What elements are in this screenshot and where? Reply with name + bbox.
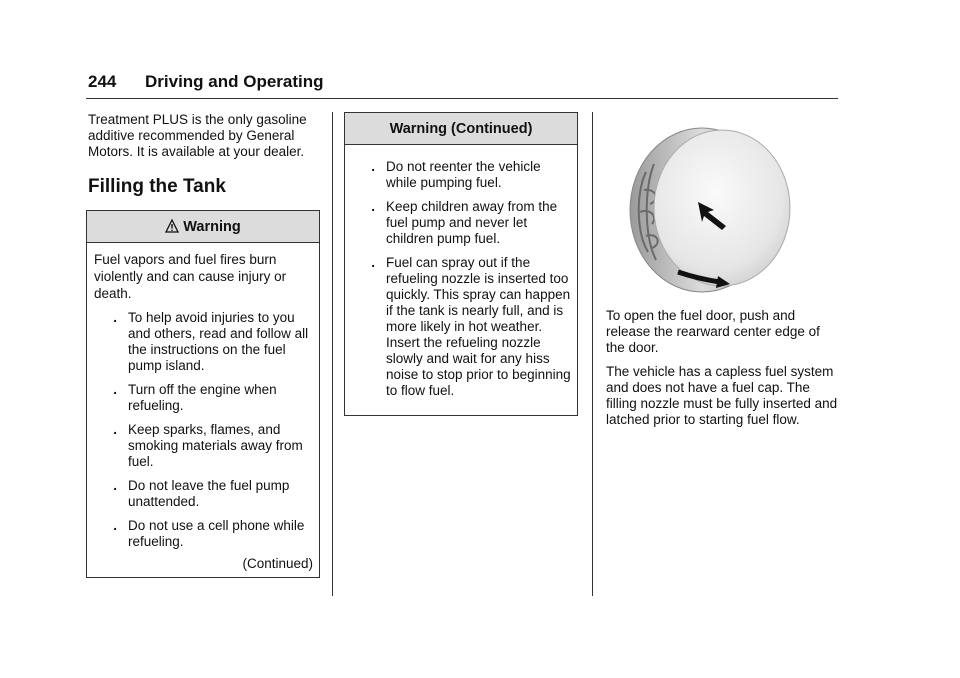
list-item: . Keep sparks, flames, and smoking materials away from fuel. xyxy=(94,422,313,470)
fuel-door-image xyxy=(606,112,842,298)
continued-label: (Continued) xyxy=(242,556,313,571)
bullet: . xyxy=(113,422,117,437)
list-item: . Turn off the engine when refueling. xyxy=(94,382,313,414)
warning-continued-body xyxy=(345,145,577,415)
column-right xyxy=(606,112,842,436)
column-left xyxy=(88,112,320,578)
bullet: . xyxy=(371,159,375,174)
list-item: . Keep children away from the fuel pump and never let children pump fuel. xyxy=(352,199,571,247)
column-divider xyxy=(332,112,333,596)
bullet: . xyxy=(113,382,117,397)
list-item: . Do not leave the fuel pump unattended. xyxy=(94,478,313,510)
warning-intro: Fuel vapors and fuel fires burn violently and can cause injury or death. xyxy=(94,252,287,301)
warning-box xyxy=(86,210,320,578)
warning-title: Warning xyxy=(183,219,241,235)
column-middle xyxy=(346,112,578,416)
list-item: . Do not use a cell phone while refueling. xyxy=(94,518,313,550)
list-item: . Fuel can spray out if the refueling nozzle is inserted too quickly. This spray can happen if the tank is nearly full, and is more likely in hot weather. Insert the refueling nozzle slowly and wait for any hiss noise to stop prior to beginning to flow fuel. xyxy=(352,255,571,399)
fuel-door-illustration xyxy=(606,112,842,298)
warning-body xyxy=(87,243,319,577)
bullet: . xyxy=(113,518,117,533)
warning-continued-header: Warning (Continued) xyxy=(345,113,577,145)
column-divider xyxy=(592,112,593,596)
warning-header xyxy=(87,211,319,243)
page-number: 244 xyxy=(88,72,117,91)
warning-continued-box xyxy=(344,112,578,416)
page-header xyxy=(88,72,838,98)
header-rule xyxy=(86,98,838,99)
fuel-door-instructions: To open the fuel door, push and release the rearward center edge of the door. xyxy=(606,308,820,355)
bullet: . xyxy=(371,199,375,214)
bullet: . xyxy=(113,478,117,493)
bullet: . xyxy=(113,310,117,325)
capless-fuel-paragraph: The vehicle has a capless fuel system and does not have a fuel cap. The filling nozzle must be fully inserted and latched prior to starting fuel flow. xyxy=(606,364,838,427)
heading-filling-the-tank: Filling the Tank xyxy=(88,176,226,197)
list-item: . To help avoid injuries to you and others, read and follow all the instructions on the fuel pump island. xyxy=(94,310,313,374)
intro-paragraph: Treatment PLUS is the only gasoline additive recommended by General Motors. It is available at your dealer. xyxy=(88,112,307,159)
warning-icon xyxy=(165,219,179,233)
list-item: . Do not reenter the vehicle while pumping fuel. xyxy=(352,159,571,191)
section-title: Driving and Operating xyxy=(145,72,324,91)
bullet: . xyxy=(371,255,375,270)
